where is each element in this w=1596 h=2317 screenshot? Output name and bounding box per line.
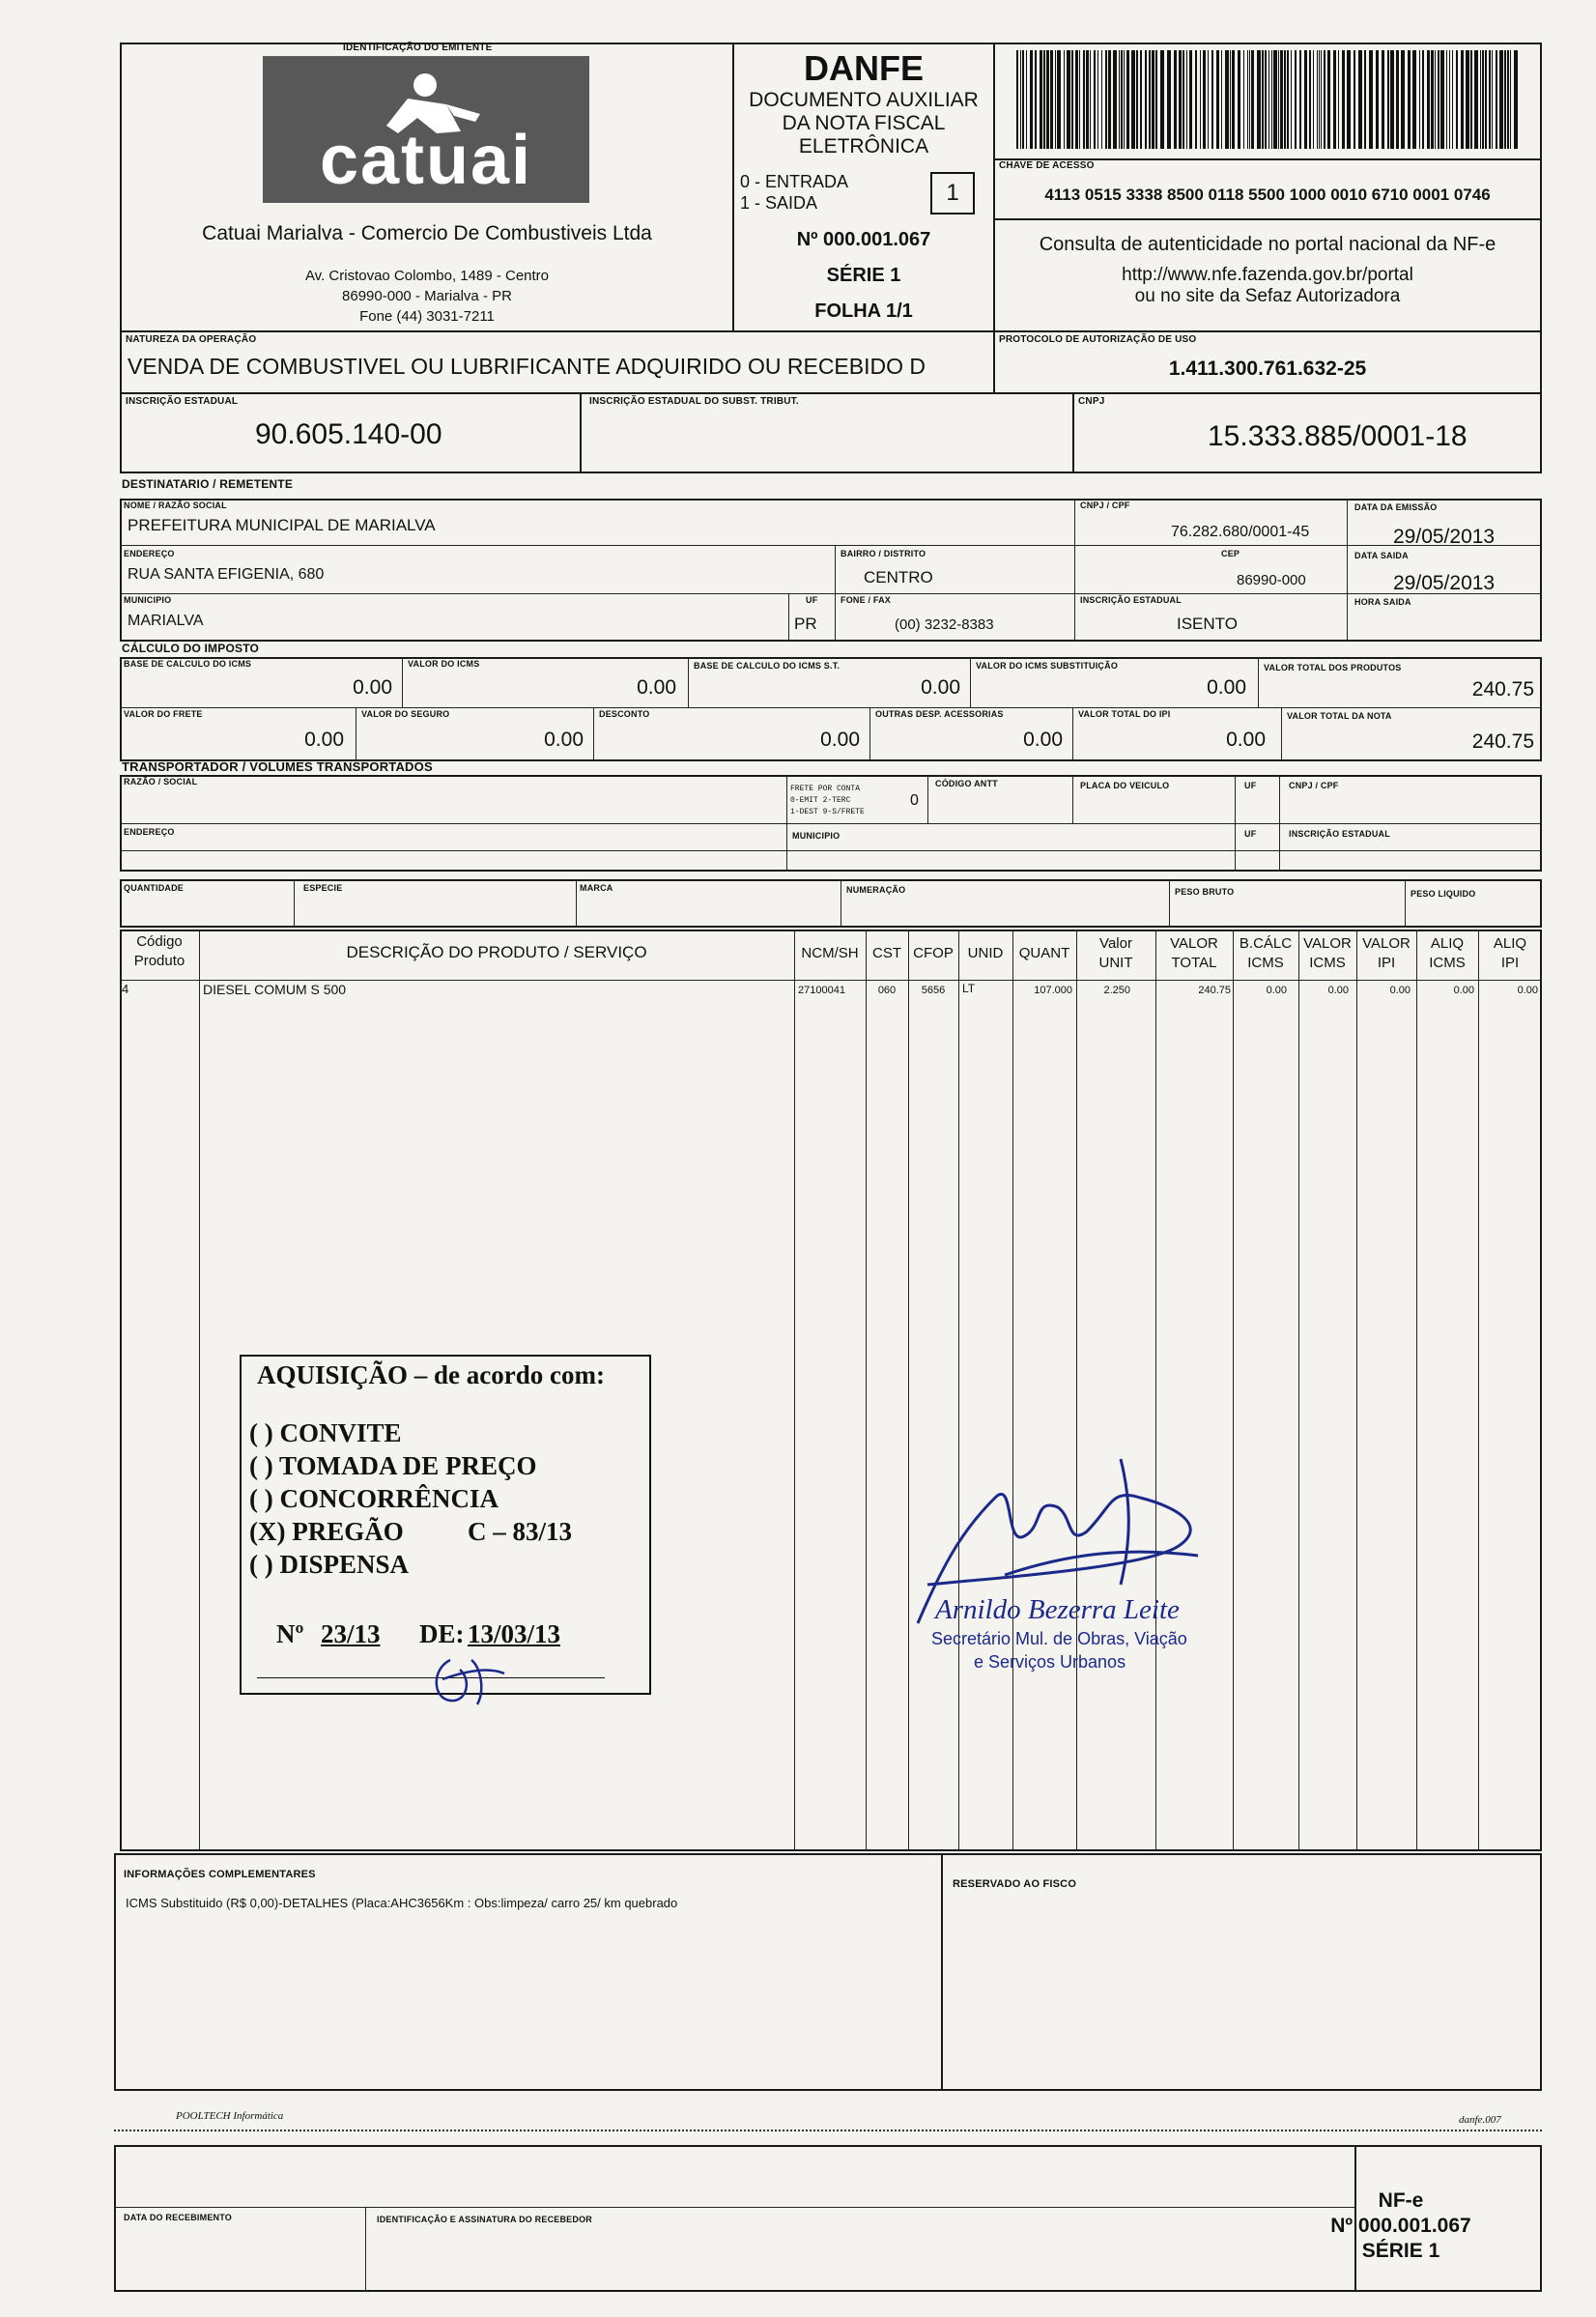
dest-hora-label: HORA SAIDA [1354, 597, 1411, 607]
imposto-r1-v1 [402, 657, 403, 707]
dest-saida-value: 29/05/2013 [1393, 572, 1496, 594]
vol-v4 [1169, 879, 1170, 928]
row-unid: LT [962, 982, 976, 995]
danfe-entrada: 0 - ENTRADA [740, 172, 849, 191]
transp-razao-label: RAZÃO / SOCIAL [124, 777, 198, 787]
hdr-vtotal-2: TOTAL [1171, 955, 1217, 971]
hdr-vipi-1: VALOR [1362, 935, 1411, 952]
total-prod-label: VALOR TOTAL DOS PRODUTOS [1264, 663, 1402, 672]
stamp-initials-icon [421, 1641, 508, 1718]
inscricoes-divider-2 [1072, 392, 1074, 473]
row-cfop: 5656 [921, 985, 946, 996]
row-quant: 107.000 [1034, 985, 1072, 996]
dest-saida-label: DATA SAIDA [1354, 551, 1409, 560]
footer-form-code: danfe.007 [1459, 2114, 1501, 2126]
transp-uf2-label: UF [1244, 829, 1257, 839]
natureza-value: VENDA DE COMBUSTIVEL OU LUBRIFICANTE ADQUIRIDO OU RECEBIDO D [128, 354, 926, 379]
col-sep-3 [866, 930, 867, 1851]
protocolo-label: PROTOCOLO DE AUTORIZAÇÃO DE USO [999, 334, 1197, 345]
imposto-row-line [120, 707, 1542, 708]
emitente-phone: Fone (44) 3031-7211 [359, 308, 495, 325]
hdr-vunit-2: UNIT [1098, 955, 1133, 971]
dest-vline-2 [1347, 499, 1348, 642]
fisco-label: RESERVADO AO FISCO [953, 1878, 1077, 1890]
bc-icms-label: BASE DE CALCULO DO ICMS [124, 659, 252, 669]
dest-fone-value: (00) 3232-8383 [895, 616, 994, 633]
imposto-r1-v4 [1258, 657, 1259, 707]
row-vipi: 0.00 [1389, 985, 1411, 996]
complementares-label: INFORMAÇÕES COMPLEMENTARES [124, 1869, 316, 1880]
danfe-numero: Nº 000.001.067 [796, 229, 931, 250]
col-sep-2 [794, 930, 795, 1851]
danfe-title: DANFE [804, 48, 924, 88]
icms-st-value: 0.00 [1207, 676, 1246, 699]
vol-especie-label: ESPECIE [303, 883, 343, 893]
dest-cep-label: CEP [1221, 549, 1240, 558]
canhoto-nfe-label: NF-e [1378, 2189, 1424, 2212]
dest-fone-label: FONE / FAX [841, 595, 892, 605]
transp-v5 [1279, 775, 1280, 872]
transp-cnpj-label: CNPJ / CPF [1289, 781, 1339, 790]
seguro-label: VALOR DO SEGURO [361, 709, 450, 719]
outras-value: 0.00 [1023, 729, 1063, 751]
dest-ie-value: ISENTO [1177, 615, 1238, 633]
dest-nome-value: PREFEITURA MUNICIPAL DE MARIALVA [128, 516, 436, 534]
total-nota-value: 240.75 [1471, 730, 1534, 753]
col-sep-6 [1012, 930, 1013, 1851]
hdr-cst: CST [872, 945, 901, 961]
seguro-value: 0.00 [544, 729, 584, 751]
transp-v3 [1072, 775, 1073, 823]
transp-uf-label: UF [1244, 781, 1257, 790]
hdr-ncm: NCM/SH [801, 945, 859, 961]
destinatario-section-label: DESTINATARIO / REMETENTE [122, 477, 294, 491]
consulta-line-3: ou no site da Sefaz Autorizadora [1134, 286, 1401, 306]
emitente-address: Av. Cristovao Colombo, 1489 - Centro [304, 268, 550, 284]
hdr-vunit-1: Valor [1099, 935, 1132, 952]
dest-uf-label: UF [806, 595, 818, 605]
dest-vline-4 [788, 593, 789, 642]
stamp-numero-label: Nº [276, 1619, 304, 1648]
bc-icms-value: 0.00 [353, 676, 392, 699]
dest-ie-label: INSCRIÇÃO ESTADUAL [1080, 595, 1182, 605]
desconto-value: 0.00 [820, 729, 860, 751]
hdr-cfop: CFOP [913, 945, 954, 961]
row-bcalc: 0.00 [1266, 985, 1287, 996]
row-vicms: 0.00 [1327, 985, 1349, 996]
hdr-aicms-1: ALIQ [1430, 935, 1465, 952]
canhoto-data-label: DATA DO RECEBIMENTO [124, 2213, 232, 2222]
dest-vline-3 [835, 545, 836, 642]
hdr-aipi-2: IPI [1500, 955, 1520, 971]
canhoto-vline-2 [365, 2207, 366, 2292]
danfe-subtitle-2: DA NOTA FISCAL [782, 112, 946, 134]
ipi-value: 0.00 [1226, 729, 1266, 751]
protocolo-value: 1.411.300.761.632-25 [1168, 358, 1367, 380]
dest-vline-1 [1074, 499, 1075, 642]
stamp-de-value: 13/03/13 [468, 1619, 561, 1648]
ie-label: INSCRIÇÃO ESTADUAL [126, 396, 239, 407]
vol-v1 [294, 879, 295, 928]
signature-role-2: e Serviços Urbanos [974, 1652, 1126, 1672]
stamp-de-label: DE: [419, 1619, 465, 1648]
dest-nome-label: NOME / RAZÃO SOCIAL [124, 501, 227, 510]
stamp-title: AQUISIÇÃO – de acordo com: [257, 1360, 605, 1389]
cut-line [114, 2130, 1542, 2131]
complementares-value: ICMS Substituido (R$ 0,00)-DETALHES (Placa:AHC3656Km : Obs:limpeza/ carro 25/ km quebrado [126, 1896, 678, 1910]
frete-value: 0.00 [304, 729, 344, 751]
vol-quantidade-label: QUANTIDADE [124, 883, 184, 893]
ipi-label: VALOR TOTAL DO IPI [1078, 709, 1171, 719]
ie-st-label: INSCRIÇÃO ESTADUAL DO SUBST. TRIBUT. [589, 396, 799, 407]
col-sep-8 [1155, 930, 1156, 1851]
stamp-line-1: ( ) CONVITE [249, 1418, 402, 1447]
danfe-folha: FOLHA 1/1 [814, 300, 913, 322]
hdr-bcalc-1: B.CÁLC [1239, 935, 1293, 952]
canhoto-numero: Nº 000.001.067 [1330, 2215, 1471, 2237]
transp-v4 [1235, 775, 1236, 872]
dest-cep-value: 86990-000 [1237, 572, 1306, 588]
stamp-numero-value: 23/13 [321, 1619, 381, 1648]
row-descricao: DIESEL COMUM S 500 [203, 982, 347, 997]
dest-uf-value: PR [794, 615, 817, 633]
col-sep-12 [1416, 930, 1417, 1851]
col-sep-4 [908, 930, 909, 1851]
transportador-section-label: TRANSPORTADOR / VOLUMES TRANSPORTADOS [122, 759, 433, 774]
imposto-r1-v2 [688, 657, 689, 707]
products-header-line [120, 980, 1542, 981]
imposto-r1-v3 [970, 657, 971, 707]
barcode-icon [1016, 50, 1519, 149]
signature-role-1: Secretário Mul. de Obras, Viação [931, 1629, 1187, 1648]
row-aicms: 0.00 [1453, 985, 1474, 996]
transp-frete-value: 0 [910, 792, 919, 809]
col-sep-10 [1298, 930, 1299, 1851]
emitente-section-label: IDENTIFICAÇÃO DO EMITENTE [343, 43, 493, 53]
transp-v1 [786, 775, 787, 872]
cnpj-label: CNPJ [1078, 396, 1105, 407]
desconto-label: DESCONTO [599, 709, 650, 719]
stamp-line-4: (X) PREGÃO [249, 1517, 404, 1546]
hdr-codigo-1: Código [136, 933, 183, 950]
dest-emissao-value: 29/05/2013 [1393, 526, 1496, 548]
hdr-bcalc-2: ICMS [1247, 955, 1284, 971]
imposto-r2-v3 [869, 707, 870, 761]
vol-marca-label: MARCA [580, 883, 613, 893]
hdr-quant: QUANT [1018, 945, 1070, 961]
dest-row-line-2 [120, 593, 1542, 594]
transp-municipio-label: MUNICIPIO [792, 831, 841, 841]
col-sep-1 [199, 930, 200, 1851]
hdr-aipi-1: ALIQ [1493, 935, 1527, 952]
dest-row-line-1 [120, 545, 1542, 546]
danfe-serie: SÉRIE 1 [826, 265, 901, 286]
vol-numeracao-label: NUMERAÇÃO [846, 885, 906, 895]
hdr-codigo-2: Produto [133, 953, 185, 969]
emitente-name: Catuai Marialva - Comercio De Combustiveis Ltda [202, 222, 652, 244]
canhoto-ident-label: IDENTIFICAÇÃO E ASSINATURA DO RECEBEDOR [377, 2215, 592, 2224]
stamp-line-2: ( ) TOMADA DE PREÇO [249, 1451, 537, 1480]
transp-row-line-2 [120, 850, 1542, 851]
hdr-descricao: DESCRIÇÃO DO PRODUTO / SERVIÇO [346, 943, 647, 961]
icms-label: VALOR DO ICMS [408, 659, 480, 669]
dest-endereco-label: ENDEREÇO [124, 549, 175, 558]
vol-peso-bruto-label: PESO BRUTO [1175, 887, 1235, 897]
dest-municipio-value: MARIALVA [128, 613, 204, 629]
stamp-line-4b: C – 83/13 [468, 1517, 572, 1546]
dest-bairro-value: CENTRO [864, 568, 933, 586]
danfe-subtitle-3: ELETRÔNICA [798, 135, 929, 157]
transp-endereco-label: ENDEREÇO [124, 827, 175, 837]
transp-antt-label: CÓDIGO ANTT [935, 779, 998, 788]
imposto-section-label: CÁLCULO DO IMPOSTO [122, 642, 260, 655]
cnpj-value: 15.333.885/0001-18 [1208, 420, 1468, 452]
col-sep-5 [958, 930, 959, 1851]
row-vtotal: 240.75 [1198, 985, 1231, 996]
hdr-vicms-2: ICMS [1309, 955, 1346, 971]
col-sep-7 [1076, 930, 1077, 1851]
dest-emissao-label: DATA DA EMISSÃO [1354, 502, 1438, 512]
danfe-tipo-box: 1 [930, 172, 975, 215]
col-sep-11 [1356, 930, 1357, 1851]
imposto-r2-v4 [1072, 707, 1073, 761]
complementares-box [114, 1853, 943, 2091]
hdr-vipi-2: IPI [1377, 955, 1396, 971]
dest-endereco-value: RUA SANTA EFIGENIA, 680 [128, 566, 325, 583]
dest-cnpj-value: 76.282.680/0001-45 [1171, 524, 1310, 540]
row-ncm: 27100041 [798, 985, 845, 996]
vol-v2 [576, 879, 577, 928]
stamp-line-3: ( ) CONCORRÊNCIA [249, 1484, 499, 1513]
outras-label: OUTRAS DESP. ACESSORIAS [875, 709, 1004, 719]
vol-v5 [1405, 879, 1406, 928]
transp-v2 [927, 775, 928, 823]
hdr-vtotal-1: VALOR [1170, 935, 1218, 952]
consulta-line-2: http://www.nfe.fazenda.gov.br/portal [1122, 265, 1413, 285]
transp-frete-line-3: 1-DEST 9-S/FRETE [790, 808, 865, 816]
row-aipi: 0.00 [1517, 985, 1538, 996]
row-cst: 060 [877, 985, 897, 996]
footer-software: POOLTECH Informática [176, 2110, 284, 2122]
imposto-r2-v2 [593, 707, 594, 761]
total-nota-label: VALOR TOTAL DA NOTA [1287, 711, 1392, 721]
frete-label: VALOR DO FRETE [124, 709, 203, 719]
transp-row-line-1 [120, 823, 1542, 824]
transp-ie-label: INSCRIÇÃO ESTADUAL [1289, 829, 1390, 839]
transp-frete-line-2: 0-EMIT 2-TERC [790, 796, 851, 805]
hdr-aicms-2: ICMS [1429, 955, 1466, 971]
transp-placa-label: PLACA DO VEICULO [1080, 781, 1170, 790]
danfe-subtitle-1: DOCUMENTO AUXILIAR [749, 89, 979, 111]
dest-cnpj-label: CNPJ / CPF [1080, 501, 1130, 510]
bc-st-value: 0.00 [921, 676, 960, 699]
consulta-line-1: Consulta de autenticidade no portal nacional da NF-e [1039, 234, 1496, 255]
natureza-label: NATUREZA DA OPERAÇÃO [126, 334, 257, 345]
hdr-vicms-1: VALOR [1303, 935, 1352, 952]
logo-text: catuai [319, 122, 533, 199]
imposto-r2-v5 [1281, 707, 1282, 761]
emitente-cep-city: 86990-000 - Marialva - PR [342, 288, 512, 304]
consulta-divider [993, 218, 1542, 220]
dest-bairro-label: BAIRRO / DISTRITO [841, 549, 926, 558]
total-prod-value: 240.75 [1471, 678, 1534, 701]
row-codigo: 4 [122, 982, 129, 996]
canhoto-serie: SÉRIE 1 [1361, 2240, 1440, 2262]
bc-st-label: BASE DE CALCULO DO ICMS S.T. [694, 661, 841, 671]
transp-frete-line-1: FRETE POR CONTA [790, 785, 861, 793]
icms-st-label: VALOR DO ICMS SUBSTITUIÇÃO [976, 661, 1119, 671]
icms-value: 0.00 [637, 676, 676, 699]
ie-value: 90.605.140-00 [255, 418, 442, 450]
inscricoes-divider-1 [580, 392, 582, 473]
canhoto-row-line [114, 2207, 1356, 2208]
stamp-line-5: ( ) DISPENSA [249, 1550, 410, 1579]
chave-label: CHAVE DE ACESSO [999, 160, 1095, 171]
col-sep-9 [1233, 930, 1234, 1851]
col-sep-13 [1478, 930, 1479, 1851]
catuai-logo [263, 56, 589, 203]
danfe-saida: 1 - SAIDA [740, 193, 818, 213]
signature-name: Arnildo Bezerra Leite [935, 1594, 1180, 1625]
hdr-unid: UNID [967, 945, 1004, 961]
vol-peso-liquido-label: PESO LIQUIDO [1411, 889, 1476, 899]
dest-municipio-label: MUNICIPIO [124, 595, 172, 605]
row-vunit: 2.250 [1103, 985, 1130, 996]
chave-value: 4113 0515 3338 8500 0118 5500 1000 0010 6710 0001 0746 [1044, 186, 1491, 204]
